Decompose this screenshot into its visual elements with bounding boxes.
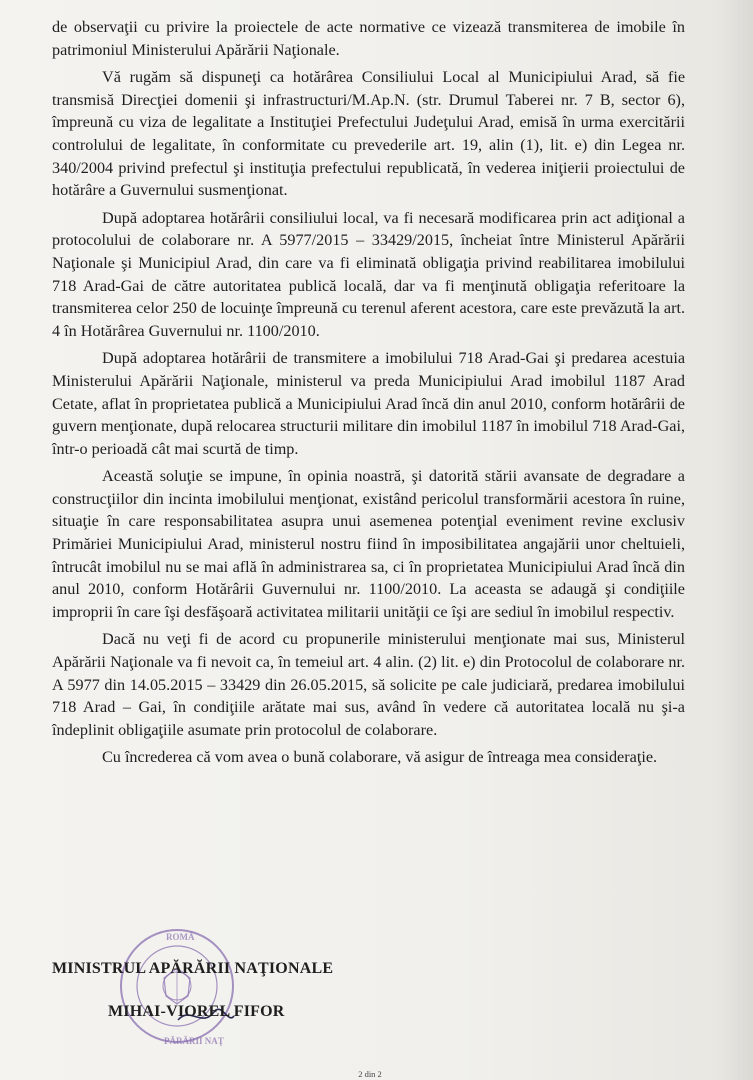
paragraph-continuation: de observaţii cu privire la proiectele de acte normative ce vizează transmiterea de imobile în patrimoniul Ministerului Apărării Naţionale. (52, 18, 685, 59)
signatory-title: MINISTRUL APĂRĂRII NAŢIONALE (52, 960, 334, 977)
paragraph-protocol-modification: După adoptarea hotărârii consiliului local, va fi necesară modificarea prin act adiţional a protocolului de colaborare nr. A 5977/2015 – 33429/2015, încheiat între Ministerul Apărării Naţionale şi Municipiul Arad, din care va fi eliminată obligaţia privind reabilitarea imobilului 718 Arad-Gai de către autoritatea publică locală, dar va fi menţinută obligaţia referitoare la transmiterea celor 250 de locuinţe împreună cu terenul aferent acestora, care este prevăzută la art. 4 în Hotărârea Guvernului nr. 1100/2010. (52, 208, 685, 340)
svg-text:PĂRĂRII NAŢ: PĂRĂRII NAŢ (164, 1036, 224, 1046)
page-fold-shadow (717, 0, 753, 1080)
signature-block (52, 958, 412, 1022)
page-number: 2 din 2 (358, 1069, 382, 1079)
paragraph-closing: Cu încrederea că vom avea o bună colaborare, vă asigur de întreaga mea consideraţie. (102, 748, 658, 767)
paragraph-property-handover: După adoptarea hotărârii de transmitere a imobilului 718 Arad-Gai şi predarea acestuia Ministerului Apărării Naţionale, ministerul va preda Municipiului Arad imobilul 1187 Arad Cetate, aflat în proprietatea publică a Municipiului Arad încă din anul 2010, conform hotărârii de guvern menţionate, după relocarea structurii militare din imobilul 1187 în imobilul 718 Arad-Gai, într-o perioadă cât mai scurtă de timp. (52, 349, 685, 458)
svg-text:ROMÂ: ROMÂ (166, 932, 195, 942)
paragraph-legal-action: Dacă nu veţi fi de acord cu propunerile ministerului menţionate mai sus, Ministerul Apărării Naţionale va fi nevoit ca, în temeiul art. 4 alin. (2) lit. e) din Protocolul de colaborare nr. A 5977 din 14.05.2015 – 33429 din 26.05.2015, să solicite pe cale judiciară, predarea imobilului 718 Arad – Gai, în condiţiile arătate mai sus, având în vedere că autoritatea locală nu şi-a îndeplinit obligaţiile asumate prin protocolul de colaborare. (52, 630, 685, 739)
signatory-name: MIHAI-VIOREL FIFOR (108, 1003, 285, 1020)
paragraph-request-transmission: Vă rugăm să dispuneţi ca hotărârea Consiliului Local al Municipiului Arad, să fie transmisă Direcţiei domenii şi infrastructuri/M.Ap.N. (str. Drumul Taberei nr. 7 B, sector 6), împreună cu viza de legalitate a Instituţiei Prefectului Judeţului Arad, emisă în urma exercitării controlului de legalitate, în conformitate cu prevederile art. 19, alin (1), lit. e) din Legea nr. 340/2004 privind prefectul şi instituţia prefectului republicată, în vederea iniţierii proiectului de hotărâre a Guvernului susmenţionat. (52, 68, 685, 200)
paragraph-justification: Această soluţie se impune, în opinia noastră, şi datorită stării avansate de degradare a construcţiilor din incinta imobilului menţionat, existând pericolul transformării acestora în ruine, situaţie în care responsabilitatea asupra unui asemenea potenţial eveniment revine exclusiv Primăriei Municipiului Arad, ministerul nostru fiind în imposibilitatea angajării unor cheltuieli, întrucât imobilul nu se mai află în administrarea sa, ci în proprietatea Municipiului Arad încă din anul 2010, conform Hotărârii Guvernului nr. 1100/2010. La aceasta se adaugă şi condiţiile improprii în care îşi desfăşoară activitatea militarii unităţii ce îşi are sediul în imobilul respectiv. (52, 467, 685, 621)
letter-body (52, 16, 685, 774)
